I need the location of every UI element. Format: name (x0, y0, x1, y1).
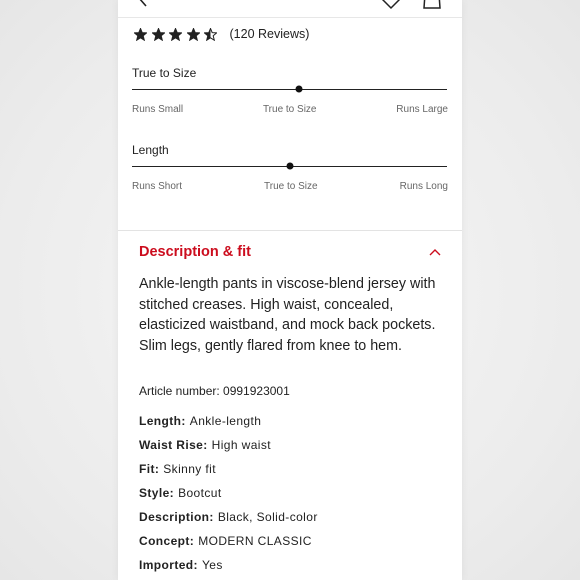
attribute-key: Concept: (139, 534, 195, 548)
product-detail-panel (118, 0, 462, 580)
attribute-key: Imported: (139, 558, 198, 572)
attribute-row (139, 558, 318, 580)
fit-scale-marker (286, 163, 293, 170)
description-title: Description & fit (139, 244, 251, 260)
attribute-row (139, 510, 318, 534)
shopping-bag-icon[interactable] (421, 0, 443, 10)
attribute-value: Ankle-length (189, 414, 262, 428)
article-number: Article number: 0991923001 (139, 384, 290, 398)
scale-label-left: Runs Small (132, 104, 184, 115)
rating-summary[interactable] (134, 27, 309, 41)
scale-label-left: Runs Short (132, 181, 183, 192)
attribute-row (139, 486, 318, 510)
chevron-up-icon[interactable] (429, 248, 441, 256)
star-icon (134, 28, 147, 41)
star-icon (187, 28, 200, 41)
attribute-key: Style: (139, 486, 175, 500)
attribute-key: Description: (139, 510, 214, 524)
fit-scale-track (132, 89, 447, 90)
fit-scale-marker (295, 86, 302, 93)
star-icon (204, 28, 217, 41)
scale-label-center: True to Size (262, 104, 317, 115)
attribute-key: Length: (139, 414, 186, 428)
attribute-value: Skinny fit (163, 462, 216, 476)
attribute-row (139, 534, 318, 558)
fit-scale-length (132, 143, 448, 192)
attribute-row (139, 414, 318, 438)
scale-label-right: Runs Long (399, 181, 448, 192)
attribute-row (139, 438, 318, 462)
scale-label-right: Runs Large (396, 104, 448, 115)
description-accordion-header[interactable] (139, 244, 441, 260)
scale-label-center: True to Size (264, 181, 318, 192)
attribute-value: MODERN CLASSIC (198, 534, 312, 548)
star-icon (169, 28, 182, 41)
attribute-value: Black, Solid-color (217, 510, 318, 524)
section-divider (118, 230, 462, 231)
fit-scale-track (132, 166, 447, 167)
attribute-value: High waist (211, 438, 271, 452)
heart-icon[interactable] (380, 0, 402, 10)
attribute-value: Bootcut (178, 486, 222, 500)
back-arrow-icon[interactable] (134, 0, 150, 8)
fit-scale-size (132, 66, 448, 115)
attribute-row (139, 462, 318, 486)
fit-scale-title: Length (132, 143, 169, 157)
attribute-key: Waist Rise: (139, 438, 208, 452)
description-text: Ankle-length pants in viscose-blend jersey with stitched creases. High waist, concealed, elasticized waistband, and mock back pockets. Slim legs, gently flared from knee to hem. (139, 276, 436, 354)
product-attributes (139, 414, 318, 580)
attribute-key: Fit: (139, 462, 160, 476)
star-rating (134, 28, 222, 41)
review-count[interactable]: (120 Reviews) (229, 27, 310, 41)
attribute-value: Yes (201, 558, 223, 572)
star-icon (152, 28, 165, 41)
header-divider (118, 17, 462, 18)
fit-scale-title: True to Size (132, 66, 197, 80)
